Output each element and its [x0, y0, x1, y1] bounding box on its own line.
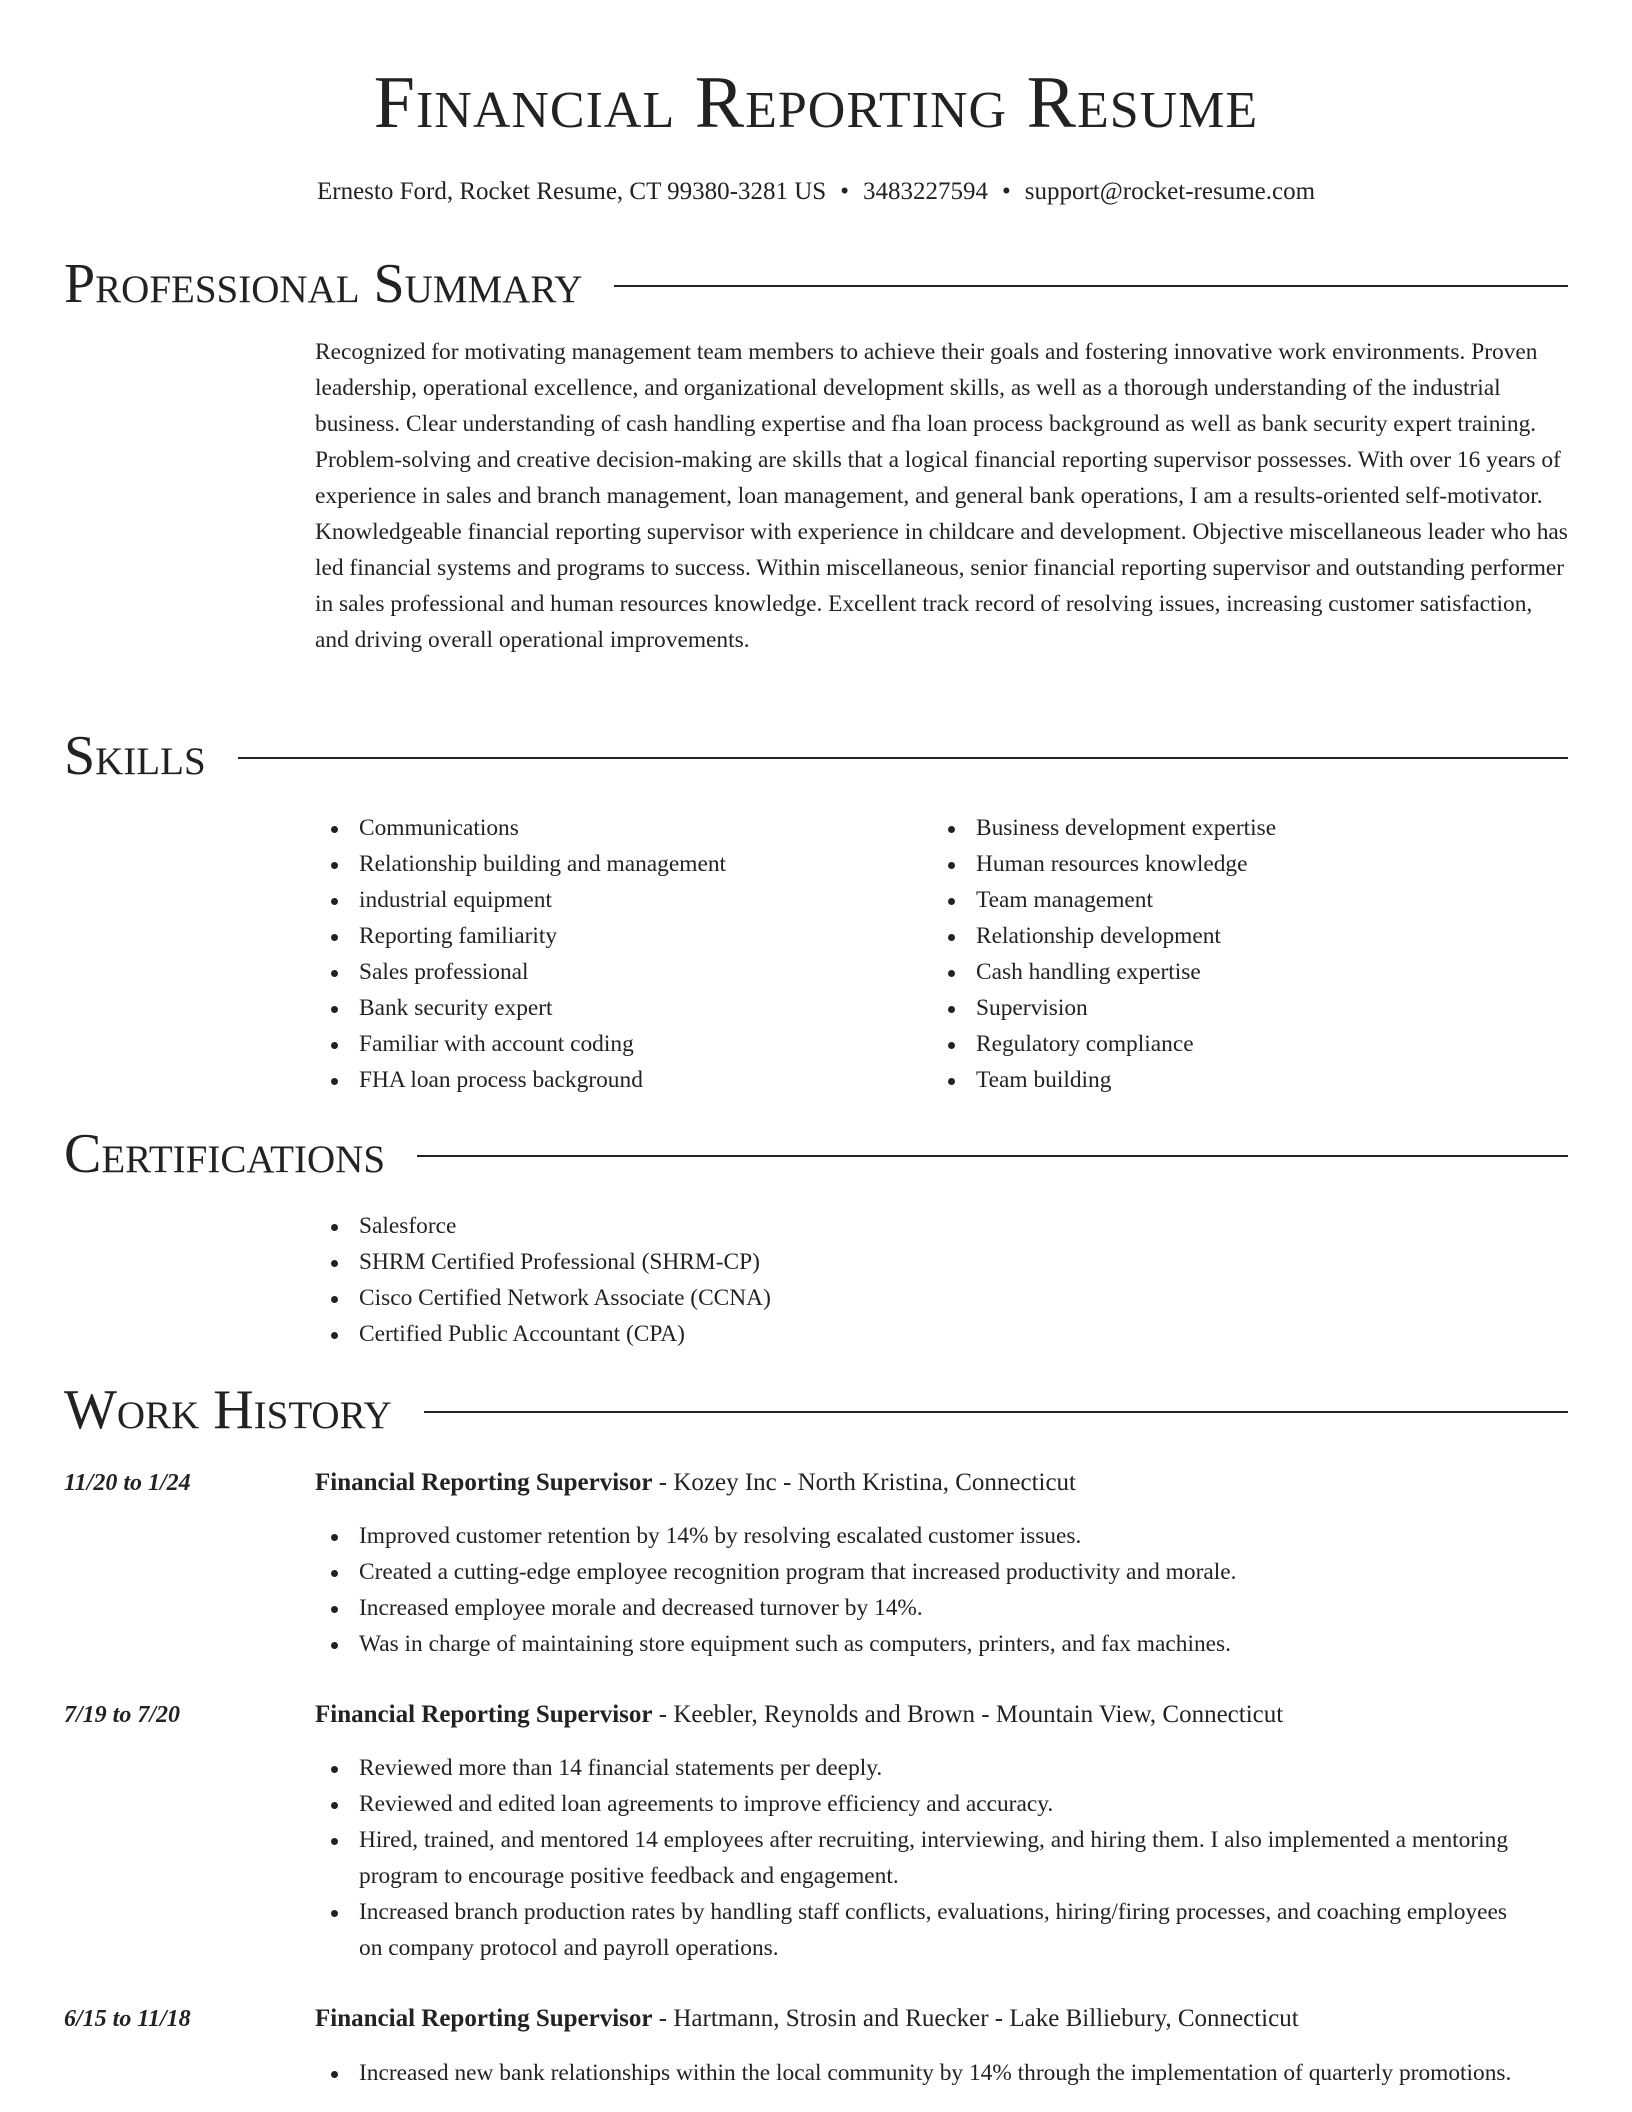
job-title: Financial Reporting Supervisor [315, 1701, 653, 1728]
skill-item: Bank security expert [315, 990, 915, 1026]
skills-column-left [315, 810, 915, 1098]
job-dates: 7/19 to 7/20 [64, 1702, 181, 1728]
certification-item: SHRM Certified Professional (SHRM-CP) [315, 1244, 1315, 1280]
contact-email[interactable]: support@rocket-resume.com [1024, 178, 1316, 205]
work-section-header [64, 1378, 1568, 1442]
job-bullet: Hired, trained, and mentored 14 employees after recruiting, interviewing, and hiring them. I also implemented a mentoring program to encourage positive feedback and engagement. [315, 1822, 1515, 1894]
skills-column-right [932, 810, 1532, 1098]
summary-text: Recognized for motivating management team members to achieve their goals and fostering innovative work environments. Proven leadership, operational excellence, and organizational development skills, as well as a thorough understanding of the industrial business. Clear understanding of cash handling expertise and fha loan process background as well as bank security expert training. Problem-solving and creative decision-making are skills that a logical financial reporting supervisor possesses. With over 16 years of experience in sales and branch management, loan management, and general bank operations, I am a results-oriented self-motivator. Knowledgeable financial reporting supervisor with experience in childcare and development. Objective miscellaneous leader who has led financial systems and programs to success. Within miscellaneous, senior financial reporting supervisor and outstanding performer in sales professional and human resources knowledge. Excellent track record of resolving issues, increasing customer satisfaction, and driving overall operational improvements. [315, 339, 1568, 653]
skill-item: Relationship development [932, 918, 1532, 954]
skill-item: Business development expertise [932, 810, 1532, 846]
skill-item: Team management [932, 882, 1532, 918]
job-bullets [315, 1750, 1515, 1966]
job-bullets [315, 2055, 1515, 2091]
job-details: - Hartmann, Strosin and Ruecker - Lake Billiebury, Connecticut [652, 2005, 1299, 2032]
contact-separator: • [1001, 178, 1011, 205]
certification-item: Certified Public Accountant (CPA) [315, 1316, 1315, 1352]
skills-heading: Skills [64, 725, 206, 787]
job-header [315, 1697, 1568, 1733]
job-bullet: Increased employee morale and decreased turnover by 14%. [315, 1590, 1515, 1626]
skill-item: FHA loan process background [315, 1062, 915, 1098]
skill-item: Human resources knowledge [932, 846, 1532, 882]
skills-section-header [64, 724, 1568, 788]
contact-separator: • [840, 178, 849, 205]
certifications-heading: Certifications [64, 1123, 386, 1185]
job-title: Financial Reporting Supervisor [315, 2005, 653, 2032]
job-bullets [315, 1518, 1515, 1662]
skill-item: Sales professional [315, 954, 915, 990]
section-divider [614, 285, 1568, 287]
section-divider [424, 1411, 1568, 1413]
contact-line [64, 176, 1568, 208]
skill-item: industrial equipment [315, 882, 915, 918]
skill-item: Cash handling expertise [932, 954, 1532, 990]
job-bullet: Created a cutting-edge employee recognition program that increased productivity and morale. [315, 1554, 1515, 1590]
job-header [315, 1465, 1568, 1501]
job-bullet: Increased branch production rates by handling staff conflicts, evaluations, hiring/firing processes, and coaching employees on company protocol and payroll operations. [315, 1894, 1515, 1966]
job-bullet: Was in charge of maintaining store equipment such as computers, printers, and fax machines. [315, 1626, 1515, 1662]
certifications-section-header [64, 1122, 1568, 1186]
summary-section-header [64, 252, 1568, 316]
summary-heading: Professional Summary [64, 253, 583, 315]
job-details: - Kozey Inc - North Kristina, Connecticut [652, 1469, 1077, 1496]
skill-item: Familiar with account coding [315, 1026, 915, 1062]
job-bullet: Reviewed more than 14 financial statements per deeply. [315, 1750, 1515, 1786]
certification-item: Cisco Certified Network Associate (CCNA) [315, 1280, 1315, 1316]
job-bullet: Reviewed and edited loan agreements to improve efficiency and accuracy. [315, 1786, 1515, 1822]
work-heading: Work History [64, 1379, 392, 1441]
skill-item: Reporting familiarity [315, 918, 915, 954]
job-bullet: Increased new bank relationships within the local community by 14% through the implementation of quarterly promotions. [315, 2055, 1515, 2091]
resume-title: Financial Reporting Resume [373, 62, 1259, 144]
skill-item: Relationship building and management [315, 846, 915, 882]
skill-item: Supervision [932, 990, 1532, 1026]
job-title: Financial Reporting Supervisor [315, 1469, 653, 1496]
certification-item: Salesforce [315, 1208, 1315, 1244]
job-header [315, 2001, 1568, 2037]
job-dates: 6/15 to 11/18 [64, 2006, 191, 2032]
section-divider [417, 1155, 1568, 1157]
contact-phone: 3483227594 [862, 178, 988, 205]
skill-item: Team building [932, 1062, 1532, 1098]
certifications-list [315, 1208, 1315, 1352]
skill-item: Communications [315, 810, 915, 846]
job-details: - Keebler, Reynolds and Brown - Mountain View, Connecticut [652, 1701, 1284, 1728]
job-dates: 11/20 to 1/24 [64, 1470, 191, 1496]
job-bullet: Improved customer retention by 14% by resolving escalated customer issues. [315, 1518, 1515, 1554]
skill-item: Regulatory compliance [932, 1026, 1532, 1062]
contact-address: Ernesto Ford, Rocket Resume, CT 99380-3281 US [316, 178, 827, 205]
section-divider [238, 757, 1568, 759]
